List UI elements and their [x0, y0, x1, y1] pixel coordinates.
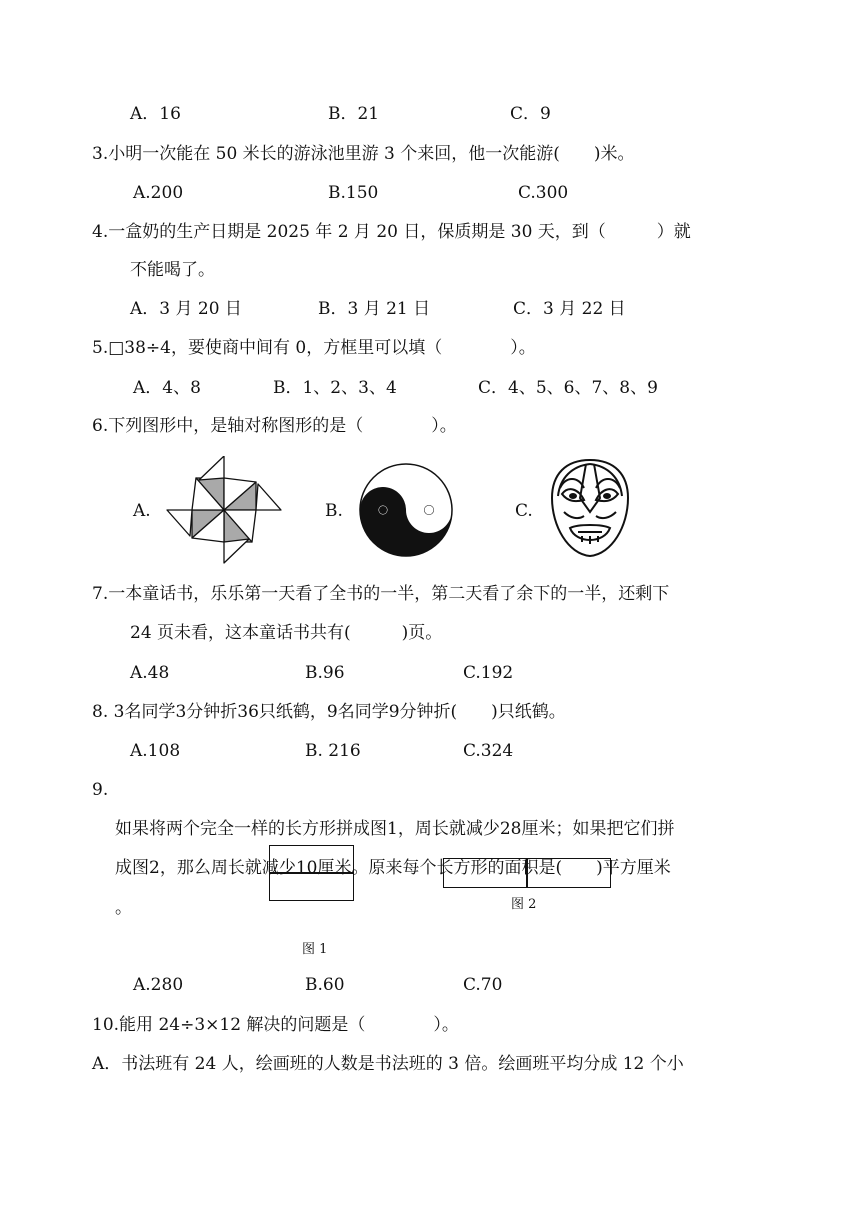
q4-question-line2: 不能喝了。 — [130, 260, 215, 280]
q6-option-a-label: A. — [133, 501, 151, 521]
q9-question-line2: 成图2，那么周长就减少10厘米。原来每个长方形的面积是( )平方厘米 — [115, 858, 671, 878]
q8-option-a: A.108 — [130, 741, 181, 761]
q9-question-line3: 。 — [115, 898, 132, 918]
q4-question-line1: 4.一盒奶的生产日期是 2025 年 2 月 20 日，保质期是 30 天，到（ ）就 — [92, 222, 691, 242]
q9-option-a: A.280 — [133, 975, 184, 995]
q8-option-b: B. 216 — [305, 741, 361, 761]
q8-question: 8. 3名同学3分钟折36只纸鹤，9名同学9分钟折( )只纸鹤。 — [92, 702, 566, 722]
q2-option-c: C．9 — [510, 104, 551, 124]
yin-yang-figure — [358, 462, 454, 558]
q9-option-b: B.60 — [305, 975, 345, 995]
q7-option-a: A.48 — [130, 663, 170, 683]
q5-question: 5.□38÷4，要使商中间有 0，方框里可以填（ ）。 — [92, 338, 536, 358]
q4-option-b: B．3 月 21 日 — [318, 299, 431, 319]
q3-option-a: A.200 — [133, 183, 184, 203]
q9-option-c: C.70 — [463, 975, 503, 995]
q7-option-b: B.96 — [305, 663, 345, 683]
q7-question-line1: 7.一本童话书，乐乐第一天看了全书的一半，第二天看了余下的一半，还剩下 — [92, 584, 670, 604]
q7-option-c: C.192 — [463, 663, 514, 683]
pinwheel-figure — [165, 456, 283, 564]
q6-question: 6.下列图形中，是轴对称图形的是（ ）。 — [92, 416, 457, 436]
q5-option-a: A．4、8 — [133, 378, 201, 398]
q3-question: 3.小明一次能在 50 米长的游泳池里游 3 个来回，他一次能游( )米。 — [92, 144, 635, 164]
q10-option-a: A．书法班有 24 人，绘画班的人数是书法班的 3 倍。绘画班平均分成 12 个小 — [92, 1054, 684, 1074]
q5-option-b: B．1、2、3、4 — [273, 378, 397, 398]
q6-option-b-label: B. — [325, 501, 343, 521]
q3-option-b: B.150 — [328, 183, 379, 203]
fig2-caption: 图 2 — [511, 897, 537, 912]
q10-question: 10.能用 24÷3×12 解决的问题是（ ）。 — [92, 1015, 459, 1035]
q4-option-c: C．3 月 22 日 — [513, 299, 626, 319]
q6-option-c-label: C. — [515, 501, 533, 521]
q9-question-line1: 如果将两个完全一样的长方形拼成图1，周长就减少28厘米；如果把它们拼 — [115, 819, 675, 839]
opera-mask-figure — [548, 458, 632, 558]
q7-question-line2: 24 页未看，这本童话书共有( )页。 — [130, 623, 443, 643]
q2-option-a: A．16 — [130, 104, 181, 124]
q8-option-c: C.324 — [463, 741, 514, 761]
q2-option-b: B．21 — [328, 104, 380, 124]
fig1-caption: 图 1 — [302, 942, 328, 957]
q9-number: 9. — [92, 780, 109, 800]
q4-option-a: A．3 月 20 日 — [130, 299, 242, 319]
q5-option-c: C．4、5、6、7、8、9 — [478, 378, 658, 398]
q3-option-c: C.300 — [518, 183, 569, 203]
